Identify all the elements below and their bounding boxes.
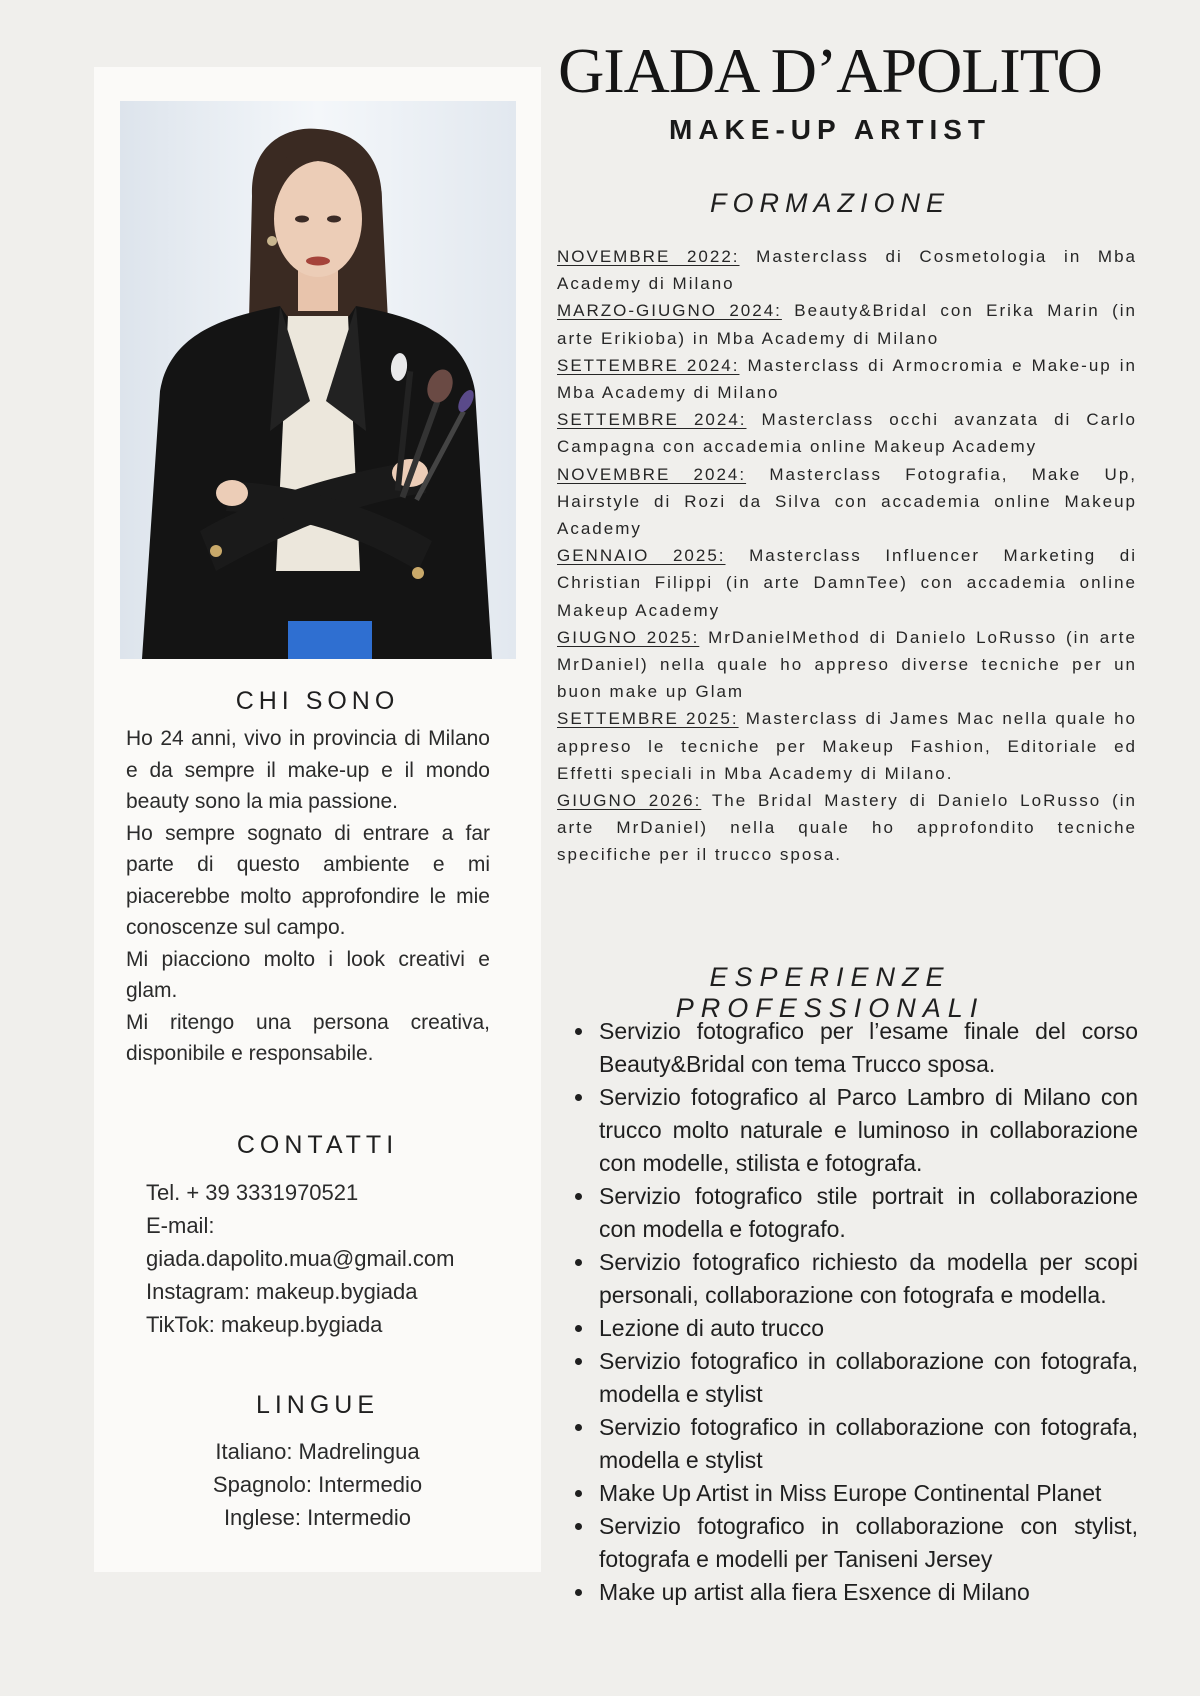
education-text: Masterclass occhi avanzata di Carlo Campagna con accademia online Makeup Academy (557, 410, 1137, 457)
education-item (557, 705, 1137, 787)
about-paragraph: Mi ritengo una persona creativa, disponibile e responsabile. (126, 1010, 490, 1065)
experience-item: Servizio fotografico stile portrait in collaborazione con modella e fotografo. (599, 1180, 1138, 1246)
education-date: SETTEMBRE 2024: (557, 355, 740, 375)
education-date: GENNAIO 2025: (557, 546, 726, 566)
education-text: The Bridal Mastery di Danielo LoRusso (in arte MrDaniel) nella quale ho approfondito tecniche specifiche per il trucco sposa. (557, 791, 1137, 865)
education-item (557, 243, 1137, 297)
education-list (557, 243, 1137, 869)
contacts-heading: CONTATTI (236, 1131, 399, 1159)
education-date: SETTEMBRE 2025: (557, 709, 739, 729)
education-date: GIUGNO 2026: (557, 791, 702, 811)
job-title: MAKE-UP ARTIST (669, 114, 991, 145)
education-text: Masterclass di Armocromia e Make-up in Mba Academy di Milano (557, 355, 1137, 403)
experience-item: Servizio fotografico richiesto da modella per scopi personali, collaborazione con fotografa e modella. (599, 1246, 1138, 1312)
experience-item: Lezione di auto trucco (599, 1312, 1138, 1345)
education-text: MrDanielMethod di Danielo LoRusso (in arte MrDaniel) nella quale ho appreso diverse tecniche per un buon make up Glam (557, 627, 1137, 702)
experience-item: Make Up Artist in Miss Europe Continental Planet (599, 1477, 1138, 1510)
education-text: Masterclass Fotografia, Make Up, Hairstyle di Rozi da Silva con accademia online Makeup Academy (557, 464, 1137, 539)
languages-heading: LINGUE (255, 1391, 380, 1419)
education-item (557, 297, 1137, 351)
experience-item: Servizio fotografico al Parco Lambro di Milano con trucco molto naturale e luminoso in collaborazione con modelle, stilista e fotografa. (599, 1081, 1138, 1180)
education-item (557, 542, 1137, 624)
language-item: Spagnolo: Intermedio (212, 1472, 423, 1497)
education-date: GIUGNO 2025: (557, 627, 700, 647)
education-text: Beauty&Bridal con Erika Marin (in arte Erikioba) in Mba Academy di Milano (557, 301, 1137, 348)
contact-email-label: E-mail: (146, 1213, 215, 1238)
experience-item: Make up artist alla fiera Esxence di Milano (599, 1576, 1138, 1609)
profile-photo (120, 101, 516, 659)
contact-tiktok: TikTok: makeup.bygiada (146, 1312, 383, 1337)
education-date: SETTEMBRE 2024: (557, 410, 747, 430)
experience-item: Servizio fotografico per l’esame finale del corso Beauty&Bridal con tema Trucco sposa. (599, 1015, 1138, 1081)
experience-list (557, 1015, 1138, 1609)
education-item (557, 787, 1137, 869)
education-item (557, 352, 1137, 406)
languages-list (94, 1435, 541, 1534)
experience-item: Servizio fotografico in collaborazione con fotografa, modella e stylist (599, 1345, 1138, 1411)
education-item (557, 406, 1137, 460)
education-heading: FORMAZIONE (710, 188, 950, 218)
language-item: Inglese: Intermedio (223, 1505, 412, 1530)
contact-instagram: Instagram: makeup.bygiada (146, 1279, 418, 1304)
education-date: NOVEMBRE 2022: (557, 247, 740, 266)
experience-item: Servizio fotografico in collaborazione con stylist, fotografa e modelli per Taniseni Jersey (599, 1510, 1138, 1576)
contact-phone: Tel. + 39 3331970521 (146, 1180, 359, 1205)
education-text: Masterclass Influencer Marketing di Christian Filippi (in arte DamnTee) con accademia online Makeup Academy (557, 546, 1137, 620)
education-text: Masterclass di James Mac nella quale ho appreso le tecniche per Makeup Fashion, Editoriale ed Effetti speciali in Mba Academy di Milano. (557, 709, 1137, 783)
experience-heading: ESPERIENZE PROFESSIONALI (675, 962, 985, 1023)
education-date: MARZO-GIUGNO 2024: (557, 301, 782, 321)
contacts-list (146, 1176, 455, 1341)
education-text: Masterclass di Cosmetologia in Mba Academy di Milano (557, 247, 1138, 294)
experience-item: Servizio fotografico in collaborazione con fotografa, modella e stylist (599, 1411, 1138, 1477)
education-item (557, 624, 1137, 706)
contact-email: giada.dapolito.mua@gmail.com (146, 1246, 455, 1271)
education-item (557, 461, 1137, 543)
sidebar (94, 67, 541, 1572)
person-name: GIADA D’APOLITO (558, 35, 1102, 106)
about-heading: CHI SONO (235, 687, 400, 715)
about-paragraph: Mi piacciono molto i look creativi e glam. (126, 947, 490, 1002)
about-paragraph: Ho sempre sognato di entrare a far parte di questo ambiente e mi piacerebbe molto approfondire le mie conoscenze sul campo. (126, 821, 490, 939)
about-text (126, 723, 490, 1070)
education-date: NOVEMBRE 2024: (557, 464, 747, 484)
about-paragraph: Ho 24 anni, vivo in provincia di Milano e da sempre il make-up e il mondo beauty sono la mia passione. (126, 727, 490, 813)
portrait-illustration (120, 101, 516, 659)
language-item: Italiano: Madrelingua (215, 1439, 420, 1464)
